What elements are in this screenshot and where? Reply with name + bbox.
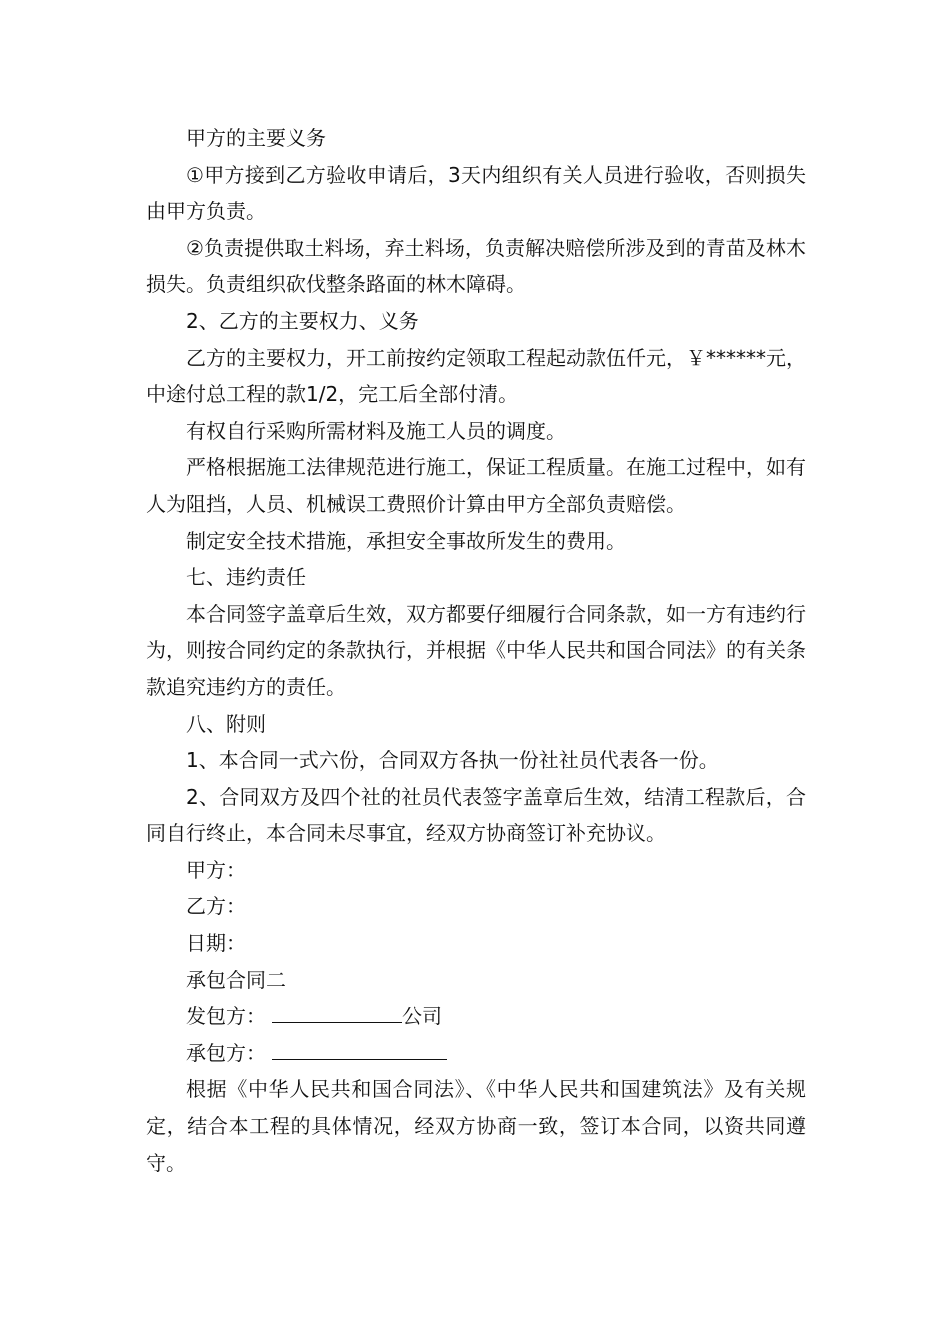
- signature-party-a: 甲方：: [186, 857, 246, 882]
- document-body: [146, 120, 806, 1181]
- signature-party-b: 乙方：: [186, 894, 246, 919]
- contract-two-title: 承包合同二: [186, 967, 286, 992]
- paragraph-party-a-obligation-1: ①甲方接到乙方验收申请后，3天内组织有关人员进行验收，否则损失由甲方负责。: [146, 162, 806, 224]
- paragraph-party-a-obligation-2: ②负责提供取土料场，弃土料场，负责解决赔偿所涉及到的青苗及林木损失。负责组织砍伐整条路面的林木障碍。: [146, 235, 806, 297]
- employer-label: 发包方：: [186, 1004, 266, 1029]
- employer-blank-line: [272, 1001, 402, 1023]
- paragraph-party-b-heading: 2、乙方的主要权力、义务: [186, 308, 419, 333]
- paragraph-party-b-procurement: 有权自行采购所需材料及施工人员的调度。: [186, 418, 566, 443]
- contractor-blank-line: [272, 1038, 447, 1060]
- section-heading-breach: 七、违约责任: [186, 565, 306, 590]
- contractor-label: 承包方：: [186, 1040, 266, 1065]
- paragraph-party-b-construction: 严格根据施工法律规范进行施工，保证工程质量。在施工过程中，如有人为阻挡，人员、机械误工费照价计算由甲方全部负责赔偿。: [146, 455, 806, 516]
- paragraph-appendix-2: 2、合同双方及四个社的社员代表签字盖章后生效，结清工程款后，合同自行终止，本合同未尽事宜，经双方协商签订补充协议。: [146, 784, 806, 846]
- contractor-line: [146, 1035, 806, 1072]
- paragraph-party-b-rights: 乙方的主要权力，开工前按约定领取工程起动款伍仟元，￥******元，中途付总工程的款1/2，完工后全部付清。: [146, 345, 806, 407]
- employer-line: [146, 998, 806, 1035]
- paragraph-appendix-1: 1、本合同一式六份，合同双方各执一份社社员代表各一份。: [186, 748, 719, 773]
- paragraph-breach-liability: 本合同签字盖章后生效，双方都要仔细履行合同条款，如一方有违约行为，则按合同约定的条款执行，并根据《中华人民共和国合同法》的有关条款追究违约方的责任。: [146, 601, 806, 699]
- signature-date: 日期：: [186, 931, 246, 956]
- paragraph-party-a-obligations-heading: 甲方的主要义务: [186, 126, 326, 150]
- section-heading-appendix: 八、附则: [186, 711, 266, 736]
- employer-suffix: 公司: [402, 1004, 442, 1029]
- paragraph-contract-basis: 根据《中华人民共和国合同法》、《中华人民共和国建筑法》及有关规定，结合本工程的具体情况，经双方协商一致，签订本合同，以资共同遵守。: [146, 1077, 806, 1175]
- paragraph-party-b-safety: 制定安全技术措施，承担安全事故所发生的费用。: [186, 528, 626, 553]
